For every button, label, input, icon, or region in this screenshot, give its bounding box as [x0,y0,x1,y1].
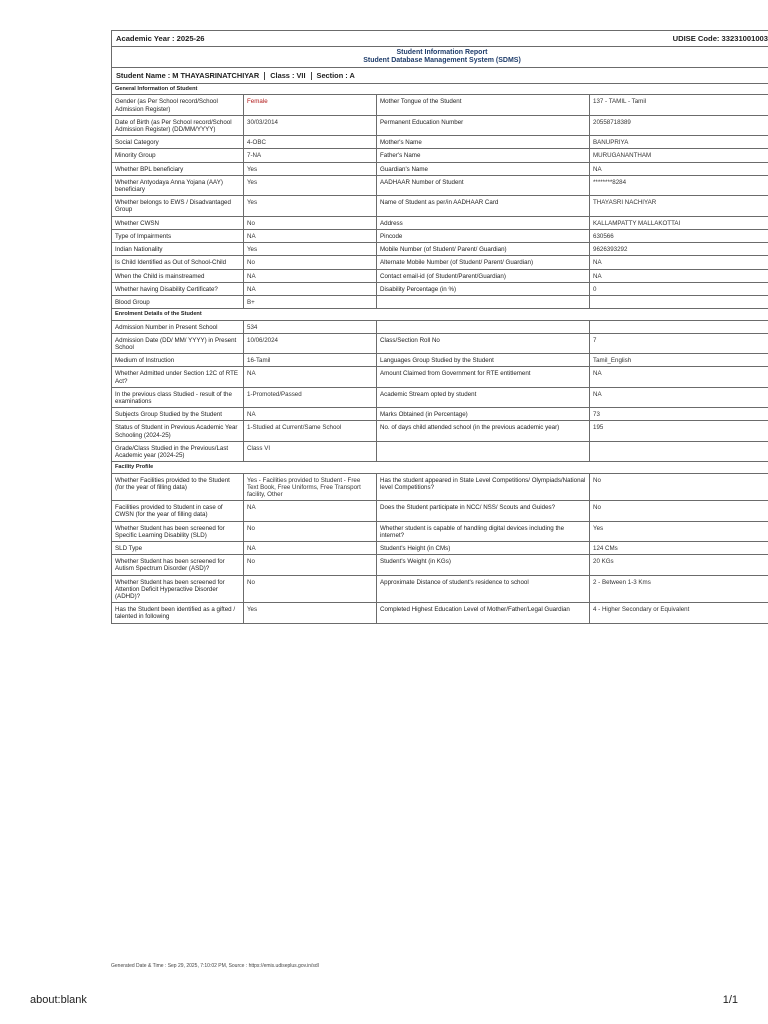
generated-footer: Generated Date & Time : Sep 29, 2025, 7:10:02 PM, Source : https://emis.udiseplus.gov.in/sdl [111,963,319,969]
field-label: Whether Student has been screened for Attention Deficit Hyperactive Disorder (ADHD)? [112,575,244,603]
field-label: Guardian's Name [377,162,590,175]
field-value: Tamil_English [590,354,768,367]
field-label: Permanent Education Number [377,115,590,135]
table-row [112,256,768,269]
field-label: Medium of Instruction [112,354,244,367]
field-label: Father's Name [377,149,590,162]
field-value: 7 [590,333,768,353]
table-row [112,196,768,216]
field-value: 7-NA [244,149,377,162]
field-label: Admission Date (DD/ MM/ YYYY) in Present School [112,333,244,353]
field-label: Completed Highest Education Level of Mother/Father/Legal Guardian [377,603,590,623]
field-value: THAYASRI NACHIYAR [590,196,768,216]
field-value: BANUPRIYA [590,136,768,149]
field-label: Date of Birth (as Per School record/School Admission Register) (DD/MM/YYYY) [112,115,244,135]
field-label: Indian Nationality [112,243,244,256]
table-row [112,501,768,521]
field-label [377,320,590,333]
section-header [112,84,768,95]
field-value: NA [244,501,377,521]
page-number: 1/1 [722,994,738,1006]
field-value: 124 CMs [590,541,768,554]
field-value [590,295,768,308]
field-label: Admission Number in Present School [112,320,244,333]
field-value: 73 [590,408,768,421]
academic-year: Academic Year : 2025-26 [112,31,377,47]
field-value: NA [590,162,768,175]
field-label: In the previous class Studied - result of the examinations [112,387,244,407]
field-label: When the Child is mainstreamed [112,269,244,282]
field-label: Alternate Mobile Number (of Student/ Parent/ Guardian) [377,256,590,269]
field-label: SLD Type [112,541,244,554]
section-title: Enrolment Details of the Student [112,309,768,320]
field-value: ********8284 [590,175,768,195]
field-label: Is Child Identified as Out of School-Child [112,256,244,269]
student-info-table [111,30,768,624]
table-row [112,295,768,308]
field-label: Whether Facilities provided to the Student (for the year of filling data) [112,473,244,501]
table-row [112,282,768,295]
field-value: Yes [244,162,377,175]
field-value: NA [244,229,377,242]
field-label: Amount Claimed from Government for RTE entitlement [377,367,590,387]
table-row [112,521,768,541]
field-value: No [244,555,377,575]
field-label [377,441,590,461]
field-label: Status of Student in Previous Academic Year Schooling (2024-25) [112,421,244,441]
table-row [112,555,768,575]
field-value: 1-Studied at Current/Same School [244,421,377,441]
table-row [112,354,768,367]
table-row [112,473,768,501]
field-label: Whether belongs to EWS / Disadvantaged Group [112,196,244,216]
field-label: Contact email-id (of Student/Parent/Guardian) [377,269,590,282]
field-value: NA [244,541,377,554]
field-value [590,441,768,461]
table-row [112,575,768,603]
field-value: 30/03/2014 [244,115,377,135]
field-value: NA [590,269,768,282]
field-value: MURUGANANTHAM [590,149,768,162]
field-label: Pincode [377,229,590,242]
field-label: AADHAAR Number of Student [377,175,590,195]
field-label: Languages Group Studied by the Student [377,354,590,367]
title-row [112,47,768,68]
field-value: No [244,216,377,229]
field-label [377,295,590,308]
field-value: 20558718389 [590,115,768,135]
field-value: 4 - Higher Secondary or Equivalent [590,603,768,623]
field-label: Does the Student participate in NCC/ NSS/ Scouts and Guides? [377,501,590,521]
field-label: Marks Obtained (in Percentage) [377,408,590,421]
student-name: Student Name : M THAYASRINATCHIYAR [116,71,260,80]
field-label: Social Category [112,136,244,149]
field-label: Whether Admitted under Section 12C of RTE Act? [112,367,244,387]
field-label: Whether BPL beneficiary [112,162,244,175]
field-label: Mother Tongue of the Student [377,95,590,115]
field-label: No. of days child attended school (in the previous academic year) [377,421,590,441]
field-value: Yes [244,175,377,195]
field-label: Has the student appeared in State Level Competitions/ Olympiads/National level Competitions? [377,473,590,501]
field-label: Has the Student been identified as a gifted / talented in following [112,603,244,623]
section-header [112,462,768,473]
table-row [112,149,768,162]
field-value: Yes [590,521,768,541]
field-value: No [244,575,377,603]
field-label: Whether CWSN [112,216,244,229]
divider [264,72,265,80]
field-value: NA [590,387,768,407]
student-row [112,68,768,84]
field-value: 195 [590,421,768,441]
field-value: No [244,521,377,541]
section-title: General Information of Student [112,84,768,95]
field-value: NA [590,367,768,387]
section-header [112,309,768,320]
field-label: Mobile Number (of Student/ Parent/ Guardian) [377,243,590,256]
field-label: Grade/Class Studied in the Previous/Last Academic year (2024-25) [112,441,244,461]
field-value: Yes [244,196,377,216]
field-label: Whether Student has been screened for Specific Learning Disability (SLD) [112,521,244,541]
table-row [112,441,768,461]
field-value [590,320,768,333]
section-title: Facility Profile [112,462,768,473]
field-value: 534 [244,320,377,333]
report-title: Student Information Report [396,49,488,56]
field-label: Address [377,216,590,229]
field-value: No [244,256,377,269]
field-label: Blood Group [112,295,244,308]
field-value: Yes [244,603,377,623]
field-label: Whether student is capable of handling digital devices including the internet? [377,521,590,541]
student-class: Class : VII [270,71,306,80]
table-row [112,367,768,387]
field-value: Female [244,95,377,115]
field-value: 20 KGs [590,555,768,575]
field-value: Yes - Facilities provided to Student - Free Text Book, Free Uniforms, Free Transport facility, Other [244,473,377,501]
field-label: Gender (as Per School record/School Admission Register) [112,95,244,115]
table-row [112,387,768,407]
field-value: B+ [244,295,377,308]
field-label: Class/Section Roll No [377,333,590,353]
field-label: Disability Percentage (in %) [377,282,590,295]
field-value: 630566 [590,229,768,242]
field-label: Student's Weight (in KGs) [377,555,590,575]
field-label: Mother's Name [377,136,590,149]
table-row [112,216,768,229]
table-row [112,320,768,333]
field-value: 9626393292 [590,243,768,256]
field-value: NA [590,256,768,269]
field-value: KALLAMPATTY MALLAKOTTAI [590,216,768,229]
table-row [112,408,768,421]
field-value: No [590,473,768,501]
field-value: 1-Promoted/Passed [244,387,377,407]
field-value: NA [244,269,377,282]
table-row [112,243,768,256]
table-row [112,229,768,242]
field-label: Type of Impairments [112,229,244,242]
field-label: Whether Student has been screened for Autism Spectrum Disorder (ASD)? [112,555,244,575]
header-row [112,31,768,47]
report-subtitle: Student Database Management System (SDMS) [363,57,521,64]
table-row [112,162,768,175]
table-row [112,421,768,441]
field-label: Facilities provided to Student in case of CWSN (for the year of filling data) [112,501,244,521]
field-label: Whether having Disability Certificate? [112,282,244,295]
field-value: Class VI [244,441,377,461]
udise-code: UDISE Code: 33231001003 [377,31,768,47]
field-value: NA [244,282,377,295]
table-row [112,175,768,195]
field-value: NA [244,367,377,387]
field-label: Whether Antyodaya Anna Yojana (AAY) beneficiary [112,175,244,195]
field-value: 4-OBC [244,136,377,149]
field-value: 0 [590,282,768,295]
table-row [112,541,768,554]
field-label: Academic Stream opted by student [377,387,590,407]
field-value: 16-Tamil [244,354,377,367]
table-row [112,95,768,115]
table-row [112,603,768,623]
page-url: about:blank [30,994,87,1006]
divider [311,72,312,80]
field-label: Minority Group [112,149,244,162]
field-value: 2 - Between 1-3 Kms [590,575,768,603]
table-row [112,136,768,149]
table-row [112,115,768,135]
table-row [112,269,768,282]
field-label: Subjects Group Studied by the Student [112,408,244,421]
student-section: Section : A [316,71,355,80]
table-row [112,333,768,353]
field-value: 137 - TAMIL - Tamil [590,95,768,115]
field-label: Approximate Distance of student's residence to school [377,575,590,603]
field-value: 10/06/2024 [244,333,377,353]
field-label: Name of Student as per/in AADHAAR Card [377,196,590,216]
field-label: Student's Height (in CMs) [377,541,590,554]
field-value: Yes [244,243,377,256]
field-value: NA [244,408,377,421]
field-value: No [590,501,768,521]
